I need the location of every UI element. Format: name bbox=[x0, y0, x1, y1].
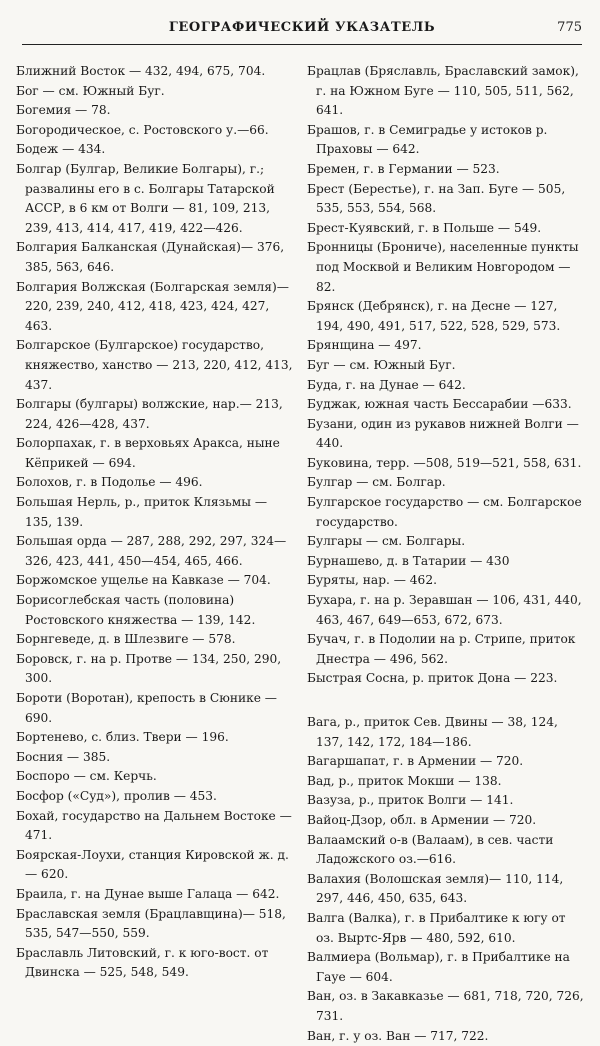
index-entry: Борнгеведе, д. в Шлезвиге — 578. bbox=[16, 630, 294, 650]
index-entry: Богемия — 78. bbox=[16, 101, 294, 121]
index-entry: Валга (Валка), г. в Прибалтике к югу от оз. Выртс-Ярв — 480, 592, 610. bbox=[307, 909, 585, 948]
index-entry: Большая орда — 287, 288, 292, 297, 324—326, 423, 441, 450—454, 465, 466. bbox=[16, 532, 294, 571]
index-entry: Болохов, г. в Подолье — 496. bbox=[16, 473, 294, 493]
index-entry: Браславль Литовский, г. к юго-вост. от Двинска — 525, 548, 549. bbox=[16, 944, 294, 983]
index-entry: Брацлав (Бряславль, Браславский замок), г. на Южном Буге — 110, 505, 511, 562, 641. bbox=[307, 62, 585, 121]
index-entry: Браславская земля (Брацлавщина)— 518, 535, 547—550, 559. bbox=[16, 905, 294, 944]
header-rule bbox=[22, 44, 582, 45]
right-column bbox=[307, 62, 585, 1046]
left-column bbox=[16, 62, 294, 983]
index-entry: Буджак, южная часть Бессарабии —633. bbox=[307, 395, 585, 415]
index-entry: Болгария Балканская (Дунайская)— 376, 385, 563, 646. bbox=[16, 238, 294, 277]
index-entry: Буковина, терр. —508, 519—521, 558, 631. bbox=[307, 454, 585, 474]
index-entry: Босфор («Суд»), пролив — 453. bbox=[16, 787, 294, 807]
index-entry: Ван, оз. в Закавказье — 681, 718, 720, 726, 731. bbox=[307, 987, 585, 1026]
index-entry: Булгары — см. Болгары. bbox=[307, 532, 585, 552]
index-entry: Булгарское государство — см. Болгарское государство. bbox=[307, 493, 585, 532]
index-entry: Боржомское ущелье на Кавказе — 704. bbox=[16, 571, 294, 591]
index-entry: Брест-Куявский, г. в Польше — 549. bbox=[307, 219, 585, 239]
index-entry: Борисоглебская часть (половина) Ростовского княжества — 139, 142. bbox=[16, 591, 294, 630]
index-entry: Болгары (булгары) волжские, нар.— 213, 224, 426—428, 437. bbox=[16, 395, 294, 434]
index-entry: Болгария Волжская (Болгарская земля)—220, 239, 240, 412, 418, 423, 424, 427, 463. bbox=[16, 278, 294, 337]
index-entry: Валахия (Волошская земля)— 110, 114, 297, 446, 450, 635, 643. bbox=[307, 870, 585, 909]
index-entry: Ван, г. у оз. Ван — 717, 722. bbox=[307, 1027, 585, 1046]
index-entry: Брест (Берестье), г. на Зап. Буге — 505, 535, 553, 554, 568. bbox=[307, 180, 585, 219]
index-entry: Буряты, нар. — 462. bbox=[307, 571, 585, 591]
index-entry: Буг — см. Южный Буг. bbox=[307, 356, 585, 376]
index-entry: Ближний Восток — 432, 494, 675, 704. bbox=[16, 62, 294, 82]
index-entry: Брашов, г. в Семиградье у истоков р. Праховы — 642. bbox=[307, 121, 585, 160]
page-title: ГЕОГРАФИЧЕСКИЙ УКАЗАТЕЛЬ bbox=[22, 20, 582, 35]
index-entry: Брянск (Дебрянск), г. на Десне — 127, 194, 490, 491, 517, 522, 528, 529, 573. bbox=[307, 297, 585, 336]
index-entry: Боярская-Лоухи, станция Кировской ж. д. — 620. bbox=[16, 846, 294, 885]
index-entry: Вагаршапат, г. в Армении — 720. bbox=[307, 752, 585, 772]
index-entry: Болорпахак, г. в верховьях Аракса, ныне Кёприкей — 694. bbox=[16, 434, 294, 473]
index-entry: Болгарское (Булгарское) государство, княжество, ханство — 213, 220, 412, 413, 437. bbox=[16, 336, 294, 395]
page-header bbox=[22, 20, 582, 44]
index-entry: Бурнашево, д. в Татарии — 430 bbox=[307, 552, 585, 572]
index-entry: Бохай, государство на Дальнем Востоке — 471. bbox=[16, 807, 294, 846]
index-entry: Бучач, г. в Подолии на р. Стрипе, приток Днестра — 496, 562. bbox=[307, 630, 585, 669]
index-entry: Вайоц-Дзор, обл. в Армении — 720. bbox=[307, 811, 585, 831]
index-entry: Боровск, г. на р. Протве — 134, 250, 290, 300. bbox=[16, 650, 294, 689]
index-entry: Борoти (Воротан), крепость в Сюнике — 690. bbox=[16, 689, 294, 728]
index-entry: Вад, р., приток Мокши — 138. bbox=[307, 772, 585, 792]
index-entry: Болгар (Булгар, Великие Болгары), г.; развалины его в с. Болгары Татарской АССР, в 6 км от Волги — 81, 109, 213, 239, 413, 414, 417, 419, 422—426. bbox=[16, 160, 294, 238]
index-entry: Большая Нерль, р., приток Клязьмы — 135, 139. bbox=[16, 493, 294, 532]
index-entry: Браила, г. на Дунае выше Галаца — 642. bbox=[16, 885, 294, 905]
index-entry: Быстрая Сосна, р. приток Дона — 223. bbox=[307, 669, 585, 689]
index-entry: Бог — см. Южный Буг. bbox=[16, 82, 294, 102]
index-entry: Бодеж — 434. bbox=[16, 140, 294, 160]
index-entry: Валаамский о-в (Валаам), в сев. части Ладожского оз.—616. bbox=[307, 831, 585, 870]
index-entry: Бремен, г. в Германии — 523. bbox=[307, 160, 585, 180]
index-entry: Бузани, один из рукавов нижней Волги — 440. bbox=[307, 415, 585, 454]
index-entry: Бронницы (Брониче), населенные пункты под Москвой и Великим Новгородом — 82. bbox=[307, 238, 585, 297]
index-entry: Бухара, г. на р. Зеравшан — 106, 431, 440, 463, 467, 649—653, 672, 673. bbox=[307, 591, 585, 630]
section-gap bbox=[307, 689, 585, 713]
index-entry: Вазуза, р., приток Волги — 141. bbox=[307, 791, 585, 811]
index-entry: Валмиера (Вольмар), г. в Прибалтике на Гауе — 604. bbox=[307, 948, 585, 987]
index-entry: Бортенево, с. близ. Твери — 196. bbox=[16, 728, 294, 748]
index-entry: Богородическое, с. Ростовского у.—66. bbox=[16, 121, 294, 141]
index-entry: Боспоро — см. Керчь. bbox=[16, 767, 294, 787]
index-entry: Буда, г. на Дунае — 642. bbox=[307, 376, 585, 396]
index-entry: Брянщина — 497. bbox=[307, 336, 585, 356]
page-number: 775 bbox=[557, 20, 582, 35]
index-entry: Босния — 385. bbox=[16, 748, 294, 768]
index-entry: Вага, р., приток Сев. Двины — 38, 124, 137, 142, 172, 184—186. bbox=[307, 713, 585, 752]
index-entry: Булгар — см. Болгар. bbox=[307, 473, 585, 493]
